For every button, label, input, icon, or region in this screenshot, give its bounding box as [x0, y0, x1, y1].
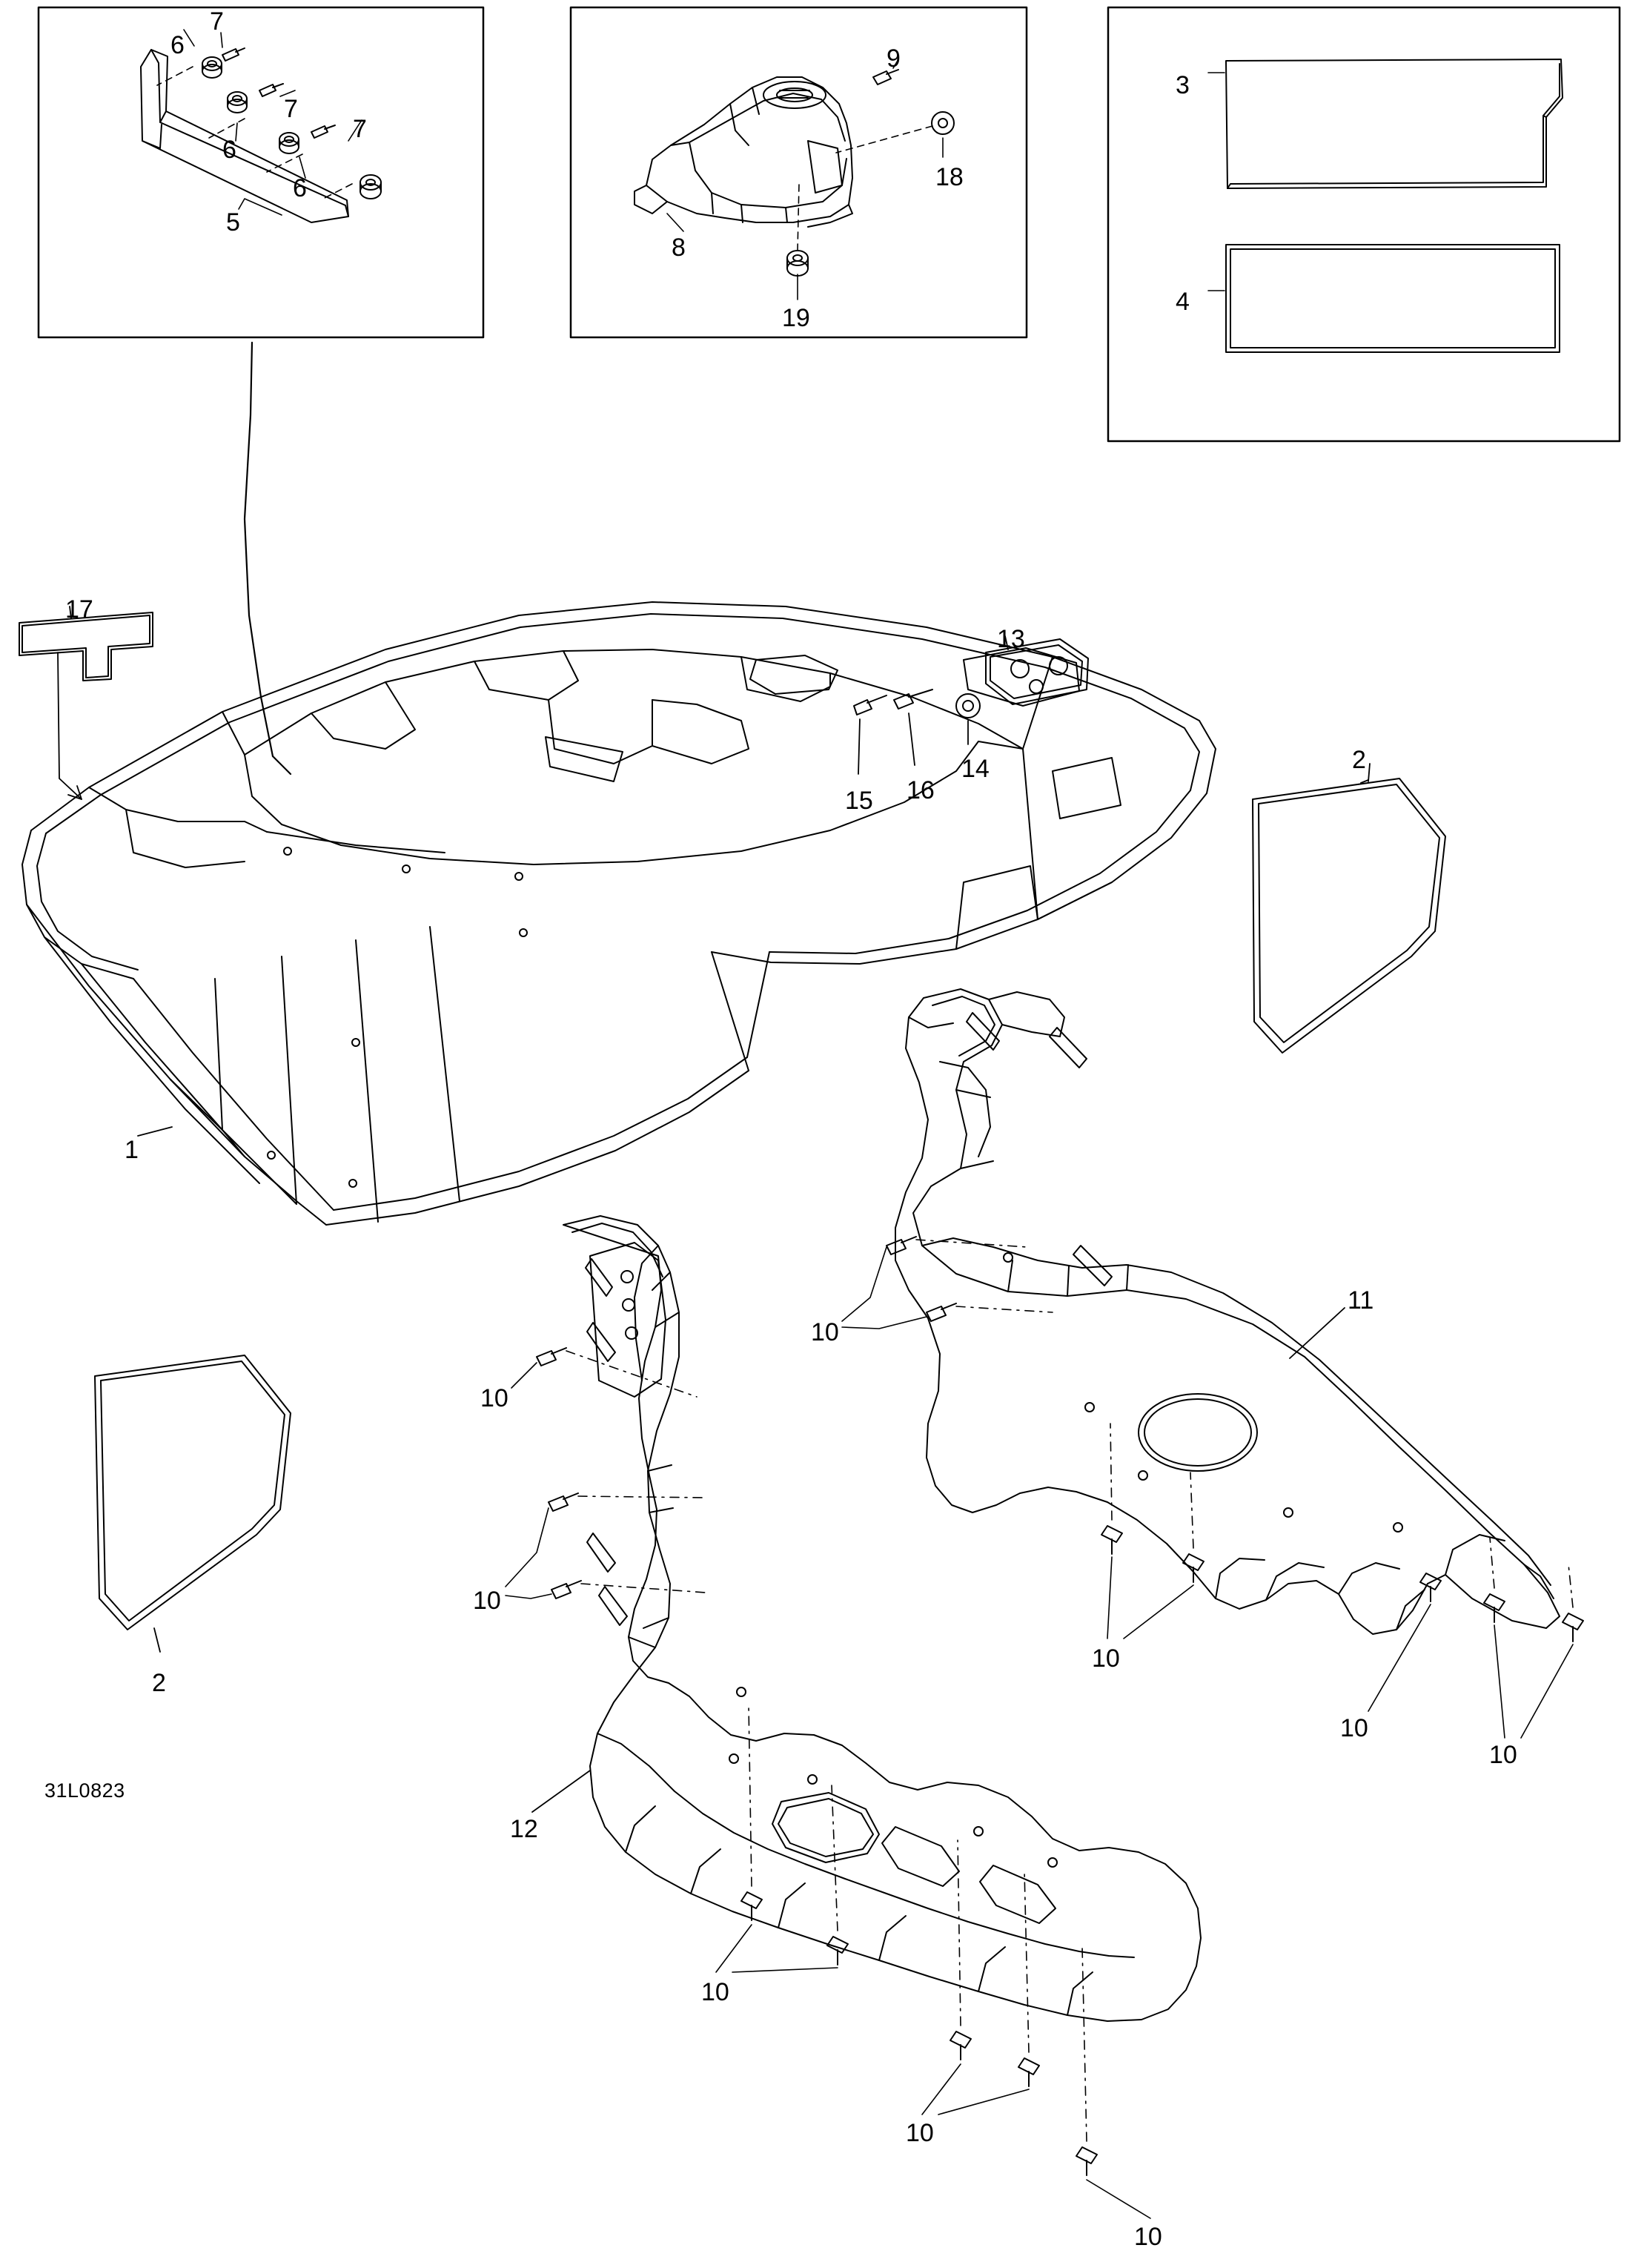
plate-4 [1208, 245, 1560, 352]
callout-12: 12 [510, 1815, 538, 1843]
callout-10: 10 [480, 1384, 508, 1412]
callout-10: 10 [1134, 2223, 1162, 2251]
screw-7a [222, 48, 245, 61]
screw-10-g1 [950, 2031, 971, 2060]
console-cover-inset [634, 59, 954, 300]
callout-13: 13 [997, 625, 1025, 653]
leader-18 [836, 126, 932, 153]
screw-15 [854, 695, 887, 774]
grommet-6c [279, 133, 299, 153]
drawing-code: 31L0823 [44, 1779, 125, 1802]
callout-17: 17 [65, 595, 93, 624]
callout-10: 10 [1092, 1644, 1120, 1673]
callout-10: 10 [1340, 1714, 1368, 1742]
callout-4: 4 [1176, 288, 1190, 316]
callout-9: 9 [887, 44, 901, 73]
screw-10-e1 [549, 1493, 578, 1511]
panel-12 [532, 1216, 1201, 2021]
callout-6: 6 [293, 174, 307, 202]
callout-2: 2 [1352, 746, 1366, 774]
callout-7: 7 [210, 7, 224, 36]
hull-bottom-pan [22, 343, 1216, 1225]
callout-10: 10 [473, 1587, 501, 1615]
callout-10: 10 [811, 1318, 839, 1346]
callout-14: 14 [961, 755, 990, 783]
screw-7b [259, 84, 283, 96]
screw-10-a1 [887, 1237, 916, 1254]
grommet-6a [202, 57, 222, 78]
decal-2-right [1253, 764, 1445, 1053]
leader-19 [798, 184, 799, 251]
panel-11 [895, 989, 1560, 1634]
decal-2-left [95, 1355, 291, 1652]
decal-17 [19, 606, 153, 799]
screw-7c [311, 125, 335, 138]
screw-10-h1 [1076, 2147, 1097, 2175]
callout-16: 16 [907, 776, 935, 804]
screw-10-b1 [1101, 1526, 1122, 1554]
screw-10-b2 [1183, 1554, 1204, 1582]
callout-1: 1 [125, 1136, 139, 1164]
callout-8: 8 [672, 234, 686, 262]
screw-group-10 [506, 1237, 1583, 2218]
callout-6: 6 [170, 31, 185, 59]
callout-3: 3 [1176, 71, 1190, 99]
decal-3 [1208, 59, 1563, 188]
callout-7: 7 [284, 95, 298, 123]
callout-19: 19 [782, 304, 810, 332]
callout-7: 7 [353, 115, 367, 143]
callout-10: 10 [1489, 1741, 1517, 1769]
callout-5: 5 [226, 208, 240, 237]
screw-10-a2 [927, 1303, 956, 1321]
screw-10-g2 [1018, 2058, 1039, 2086]
callout-11: 11 [1348, 1286, 1374, 1315]
grommet-6b [228, 92, 247, 113]
callout-2: 2 [152, 1669, 166, 1697]
washer-18 [932, 112, 954, 157]
screw-10-c3 [1563, 1613, 1583, 1642]
screw-7d [360, 175, 381, 199]
screw-16 [894, 690, 932, 765]
inset-box-left-frame [39, 7, 483, 337]
cover-vent [763, 82, 826, 108]
screw-19 [787, 251, 808, 300]
callout-6: 6 [222, 136, 236, 164]
callout-10: 10 [906, 2119, 934, 2147]
screw-10-f2 [827, 1937, 848, 1965]
screw-10-e2 [551, 1581, 581, 1598]
callout-18: 18 [935, 163, 964, 191]
screw-10-d1 [537, 1348, 566, 1366]
screw-10-c1 [1420, 1573, 1441, 1601]
screw-10-c2 [1484, 1594, 1505, 1622]
callout-10: 10 [701, 1978, 729, 2006]
callout-15: 15 [845, 787, 873, 815]
